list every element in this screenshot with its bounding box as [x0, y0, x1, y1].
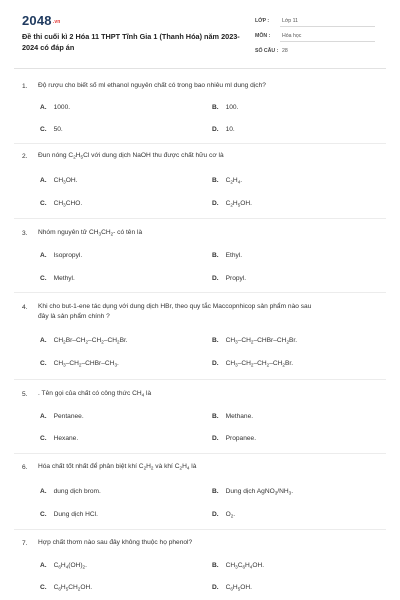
option-letter: B. [212, 562, 219, 569]
option-text: $CH_3-CH_2-CH_2-CH_2Br$. [225, 360, 294, 368]
question-divider [14, 453, 386, 454]
page-title: Đề thi cuối kì 2 Hóa 11 THPT Tĩnh Gia 1 (Thanh Hóa) năm 2023-2024 có đáp án [22, 32, 240, 52]
option-text: 50. [53, 126, 63, 133]
option-text: Methyl. [53, 275, 75, 282]
meta-divider [280, 41, 375, 42]
mon-value: Hóa học [282, 33, 302, 39]
option-text: dung dịch brom. [53, 488, 101, 495]
option-c[interactable] [40, 511, 98, 518]
option-d[interactable] [212, 275, 246, 282]
option-text: $CH_3OH$. [53, 177, 78, 185]
option-b[interactable] [212, 104, 238, 111]
option-text: 100. [225, 104, 239, 111]
question-text-line: đây là sản phẩm chính ? [38, 313, 110, 320]
option-letter: B. [212, 337, 219, 344]
option-c[interactable] [40, 126, 63, 133]
option-text: Propanee. [225, 435, 257, 442]
socau-label: SỐ CÂU : [255, 48, 279, 54]
option-a[interactable] [40, 488, 101, 495]
option-letter: D. [212, 275, 219, 282]
option-text: $C_2H_4$. [225, 177, 243, 185]
option-letter: D. [212, 435, 219, 442]
option-text: Propyl. [225, 275, 247, 282]
option-text: $CH_3CHO$. [53, 200, 83, 208]
option-text: Dung dịch $AgNO_3/NH_3$. [225, 488, 294, 496]
logo-suffix: .vn [52, 19, 61, 25]
option-a[interactable] [40, 104, 70, 111]
question-number: 6. [22, 464, 28, 471]
option-d[interactable] [212, 126, 235, 133]
option-letter: C. [40, 200, 47, 207]
lop-label: LỚP : [255, 18, 270, 24]
socau-value: 28 [282, 48, 288, 54]
option-text: 10. [225, 126, 235, 133]
option-letter: A. [40, 104, 47, 111]
option-a[interactable] [40, 337, 128, 345]
option-c[interactable] [40, 435, 78, 442]
option-letter: A. [40, 177, 47, 184]
question-text: Nhóm nguyên tử $CH_3CH_2-$ có tên là [38, 229, 143, 237]
question-number: 1. [22, 83, 28, 90]
question-text: . Tên gọi của chất có công thức $CH_4$ là [38, 390, 152, 398]
document-header [0, 0, 400, 70]
option-letter: D. [212, 126, 219, 133]
option-text: 1000. [53, 104, 71, 111]
option-text: Dung dịch HCl. [53, 511, 98, 518]
question-text: Hóa chất tốt nhất để phân biệt khí $C_2H_2$ và khí $C_2H_4$ là [38, 463, 197, 471]
option-letter: D. [212, 360, 219, 367]
option-b[interactable] [212, 413, 253, 420]
option-letter: C. [40, 126, 47, 133]
option-b[interactable] [212, 337, 297, 345]
option-d[interactable] [212, 435, 256, 442]
question-number: 3. [22, 230, 28, 237]
question-divider [14, 143, 386, 144]
question-divider [14, 529, 386, 530]
question-divider [14, 218, 386, 219]
option-letter: B. [212, 413, 219, 420]
question-text-line: Khi cho but-1-ene tác dụng với dung dịch HBr, theo quy tắc Maccopnhicop sản phẩm nào sau [38, 303, 312, 310]
option-a[interactable] [40, 177, 77, 185]
option-d[interactable] [212, 584, 252, 592]
option-c[interactable] [40, 584, 92, 592]
option-text: $O_2$. [225, 511, 236, 519]
option-text: $C_6H_5OH$. [225, 584, 252, 592]
option-letter: C. [40, 435, 47, 442]
option-letter: B. [212, 177, 219, 184]
option-text: Ethyl. [225, 252, 243, 259]
option-d[interactable] [212, 200, 252, 208]
option-letter: A. [40, 488, 47, 495]
option-letter: C. [40, 275, 47, 282]
question-divider [14, 292, 386, 293]
option-text: $C_6H_4(OH)_2$. [53, 562, 87, 570]
lop-value: Lớp 11 [282, 18, 298, 24]
option-letter: C. [40, 584, 47, 591]
option-text: $C_6H_5CH_2OH$. [53, 584, 93, 592]
option-text: Methane. [225, 413, 254, 420]
option-c[interactable] [40, 200, 82, 208]
option-letter: D. [212, 584, 219, 591]
site-logo[interactable] [22, 13, 61, 28]
option-b[interactable] [212, 562, 264, 570]
header-divider [14, 68, 386, 69]
question-text: Hợp chất thơm nào sau đây không thuộc họ phenol? [38, 539, 193, 546]
option-letter: A. [40, 562, 47, 569]
option-letter: B. [212, 252, 219, 259]
question-number: 4. [22, 304, 28, 311]
question-text: Độ rượu cho biết số ml ethanol nguyên chất có trong bao nhiêu ml dung dịch? [38, 82, 266, 89]
question-number: 5. [22, 391, 28, 398]
question-text [38, 302, 378, 322]
option-text: Pentanee. [53, 413, 84, 420]
option-letter: B. [212, 488, 219, 495]
option-d[interactable] [212, 511, 235, 519]
option-text: $C_2H_5OH$. [225, 200, 252, 208]
option-letter: B. [212, 104, 219, 111]
option-text: $CH_2Br-CH_2-CH_2-CH_2Br$. [53, 337, 128, 345]
mon-label: MÔN : [255, 33, 271, 39]
option-letter: D. [212, 511, 219, 518]
option-a[interactable] [40, 562, 87, 570]
option-text: $CH_3C_6H_4OH$. [225, 562, 265, 570]
option-a[interactable] [40, 413, 84, 420]
question-text: Đun nóng $C_2H_5Cl$ với dung dịch NaOH thu được chất hữu cơ là [38, 152, 224, 160]
logo-text: 2048 [22, 13, 52, 28]
option-text: Hexane. [53, 435, 79, 442]
question-number: 7. [22, 540, 28, 547]
option-c[interactable] [40, 275, 75, 282]
question-number: 2. [22, 153, 28, 160]
option-c[interactable] [40, 360, 119, 368]
option-b[interactable] [212, 177, 242, 185]
option-b[interactable] [212, 488, 293, 496]
option-letter: D. [212, 200, 219, 207]
question-divider [14, 379, 386, 380]
option-text: Isopropyl. [53, 252, 83, 259]
option-b[interactable] [212, 252, 242, 259]
option-letter: A. [40, 413, 47, 420]
option-text: $CH_3-CH_2-CHBr-CH_2Br$. [225, 337, 298, 345]
option-letter: A. [40, 337, 47, 344]
meta-divider [280, 26, 375, 27]
option-text: $CH_3-CH_2-CHBr-CH_3$. [53, 360, 119, 368]
option-letter: A. [40, 252, 47, 259]
option-d[interactable] [212, 360, 293, 368]
option-letter: C. [40, 511, 47, 518]
option-a[interactable] [40, 252, 82, 259]
option-letter: C. [40, 360, 47, 367]
